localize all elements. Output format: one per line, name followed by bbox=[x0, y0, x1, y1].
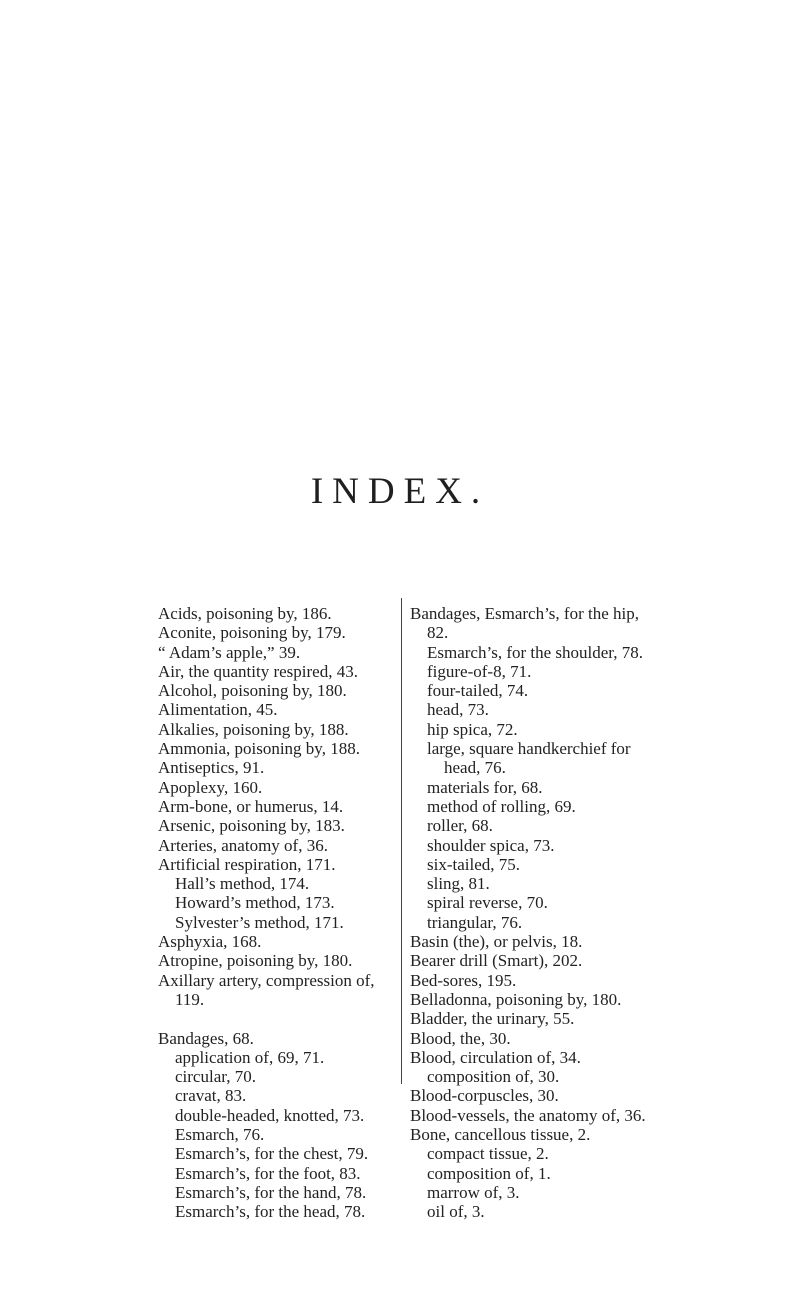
index-subentry: Esmarch, 76. bbox=[175, 1125, 265, 1145]
index-entry: Arsenic, poisoning by, 183. bbox=[158, 816, 345, 836]
index-subentry: Esmarch’s, for the hand, 78. bbox=[175, 1182, 367, 1202]
index-subentry: Howard’s method, 173. bbox=[175, 893, 335, 913]
index-entry: Alkalies, poisoning by, 188. bbox=[158, 719, 349, 739]
index-entry-continuation: 82. bbox=[427, 623, 449, 643]
index-subentry: sling, 81. bbox=[427, 874, 490, 894]
index-entry: Bandages, 68. bbox=[158, 1028, 254, 1048]
index-entry: Belladonna, poisoning by, 180. bbox=[410, 989, 622, 1009]
index-subentry: composition of, 30. bbox=[427, 1067, 560, 1087]
index-column-right bbox=[410, 604, 665, 1222]
index-subentry: head, 73. bbox=[427, 700, 489, 720]
index-entry: Alimentation, 45. bbox=[158, 700, 278, 720]
index-subentry: shoulder spica, 73. bbox=[427, 835, 555, 855]
index-subentry: figure-of-8, 71. bbox=[427, 661, 532, 681]
index-entry-continuation: head, 76. bbox=[444, 758, 506, 778]
index-column-left bbox=[158, 604, 398, 1222]
index-entry: Blood, circulation of, 34. bbox=[410, 1047, 581, 1067]
index-entry: Bandages, Esmarch’s, for the hip, bbox=[410, 604, 639, 623]
index-subentry: Esmarch’s, for the chest, 79. bbox=[175, 1144, 369, 1164]
index-subentry: marrow of, 3. bbox=[427, 1182, 520, 1202]
index-subentry: cravat, 83. bbox=[175, 1086, 247, 1106]
index-subentry: Hall’s method, 174. bbox=[175, 874, 310, 894]
index-entry: Bed-sores, 195. bbox=[410, 970, 517, 990]
index-entry: Bearer drill (Smart), 202. bbox=[410, 951, 583, 971]
index-subentry: compact tissue, 2. bbox=[427, 1144, 549, 1164]
index-subentry: four-tailed, 74. bbox=[427, 681, 529, 701]
index-entry: Arteries, anatomy of, 36. bbox=[158, 835, 328, 855]
index-entry: Apoplexy, 160. bbox=[158, 777, 263, 797]
index-entry: Atropine, poisoning by, 180. bbox=[158, 951, 353, 971]
index-subentry: composition of, 1. bbox=[427, 1163, 551, 1183]
index-entry: Blood, the, 30. bbox=[410, 1028, 511, 1048]
index-entry: Acids, poisoning by, 186. bbox=[158, 604, 332, 623]
index-subentry: spiral reverse, 70. bbox=[427, 893, 548, 913]
index-subentry: triangular, 76. bbox=[427, 912, 523, 932]
index-subentry: hip spica, 72. bbox=[427, 719, 518, 739]
index-subentry: application of, 69, 71. bbox=[175, 1047, 325, 1067]
index-entry: Asphyxia, 168. bbox=[158, 932, 262, 952]
index-entry: “ Adam’s apple,” 39. bbox=[158, 642, 301, 662]
index-entry: Blood-vessels, the anatomy of, 36. bbox=[410, 1105, 646, 1125]
index-subentry: oil of, 3. bbox=[427, 1202, 485, 1222]
index-entry: Blood-corpuscles, 30. bbox=[410, 1086, 559, 1106]
index-entry: Alcohol, poisoning by, 180. bbox=[158, 681, 347, 701]
column-divider bbox=[401, 598, 402, 1084]
index-gap bbox=[158, 1009, 398, 1028]
index-entry: Bone, cancellous tissue, 2. bbox=[410, 1125, 591, 1145]
index-entry: Bladder, the urinary, 55. bbox=[410, 1009, 575, 1029]
index-subentry: six-tailed, 75. bbox=[427, 854, 521, 874]
index-entry: Antiseptics, 91. bbox=[158, 758, 265, 778]
index-entry: Basin (the), or pelvis, 18. bbox=[410, 932, 583, 952]
index-subentry: double-headed, knotted, 73. bbox=[175, 1105, 365, 1125]
index-entry-continuation: 119. bbox=[175, 989, 205, 1009]
page-title: INDEX. bbox=[310, 471, 490, 512]
index-entry: Arm-bone, or humerus, 14. bbox=[158, 796, 344, 816]
index-subentry: circular, 70. bbox=[175, 1067, 256, 1087]
index-entry: Artificial respiration, 171. bbox=[158, 854, 336, 874]
index-entry: Ammonia, poisoning by, 188. bbox=[158, 739, 360, 759]
index-subentry: method of rolling, 69. bbox=[427, 796, 576, 816]
index-entry: Aconite, poisoning by, 179. bbox=[158, 623, 346, 643]
index-subentry: Esmarch’s, for the foot, 83. bbox=[175, 1163, 361, 1183]
index-entry: Axillary artery, compression of, bbox=[158, 970, 375, 990]
index-entry: Air, the quantity respired, 43. bbox=[158, 661, 358, 681]
index-subentry: Esmarch’s, for the shoulder, 78. bbox=[427, 642, 644, 662]
index-subentry: large, square handkerchief for bbox=[427, 739, 631, 759]
index-subentry: roller, 68. bbox=[427, 816, 493, 836]
index-subentry: materials for, 68. bbox=[427, 777, 543, 797]
index-subentry: Esmarch’s, for the head, 78. bbox=[175, 1202, 366, 1222]
index-subentry: Sylvester’s method, 171. bbox=[175, 912, 344, 932]
